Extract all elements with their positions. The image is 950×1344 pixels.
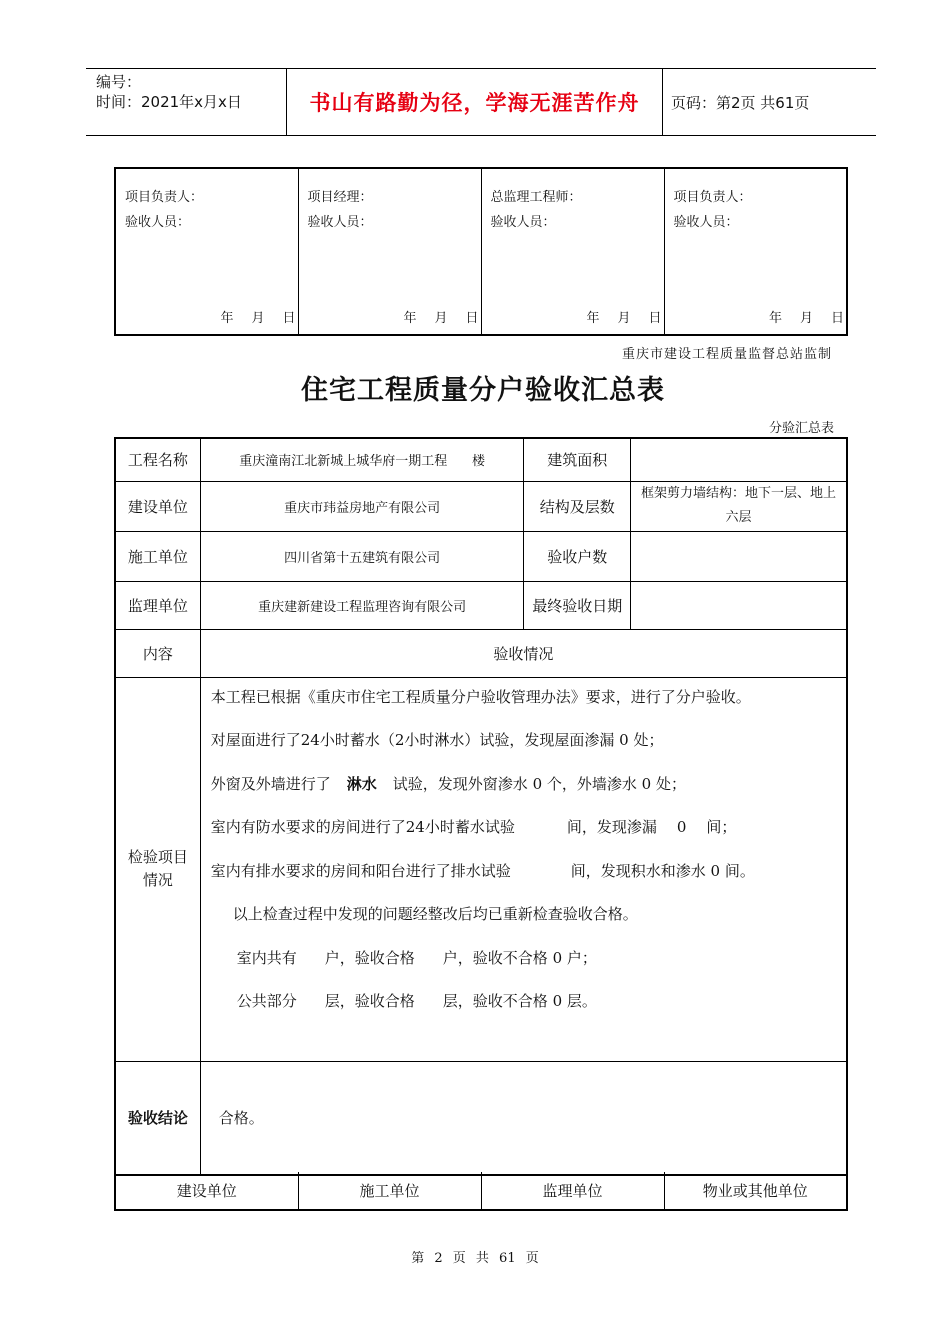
structure-value: 框架剪力墙结构：地下一层、地上六层 xyxy=(631,481,847,531)
inspection-line: 外窗及外墙进行了 淋水 试验，发现外窗渗水 0 个，外墙渗水 0 处； xyxy=(210,774,686,793)
content-header-label: 内容 xyxy=(115,629,200,677)
project-name-label: 工程名称 xyxy=(115,438,200,481)
project-name-value: 重庆潼南江北新城上城华府一期工程 楼 xyxy=(200,438,524,481)
time-label: 时间：2021年x月x日 xyxy=(96,93,242,111)
signature-role: 项目负责人： xyxy=(673,190,752,205)
inspection-line: 室内共有 户，验收合格 户，验收不合格 0 户； xyxy=(236,948,597,967)
summary-table xyxy=(114,437,848,1176)
inspection-content xyxy=(200,677,847,1061)
inspection-label: 检验项目情况 xyxy=(115,677,200,1061)
unit-header-builder: 建设单位 xyxy=(115,1172,298,1210)
inspection-line: 对屋面进行了24小时蓄水（2小时淋水）试验，发现屋面渗漏 0 处； xyxy=(210,731,664,749)
header-meta xyxy=(86,69,287,136)
signature-table-top xyxy=(114,167,848,336)
area-label: 建筑面积 xyxy=(524,438,631,481)
unit-header-supervisor: 监理单位 xyxy=(481,1172,664,1210)
inspection-line: 本工程已根据《重庆市住宅工程质量分户验收管理办法》要求，进行了分户验收。 xyxy=(210,687,751,706)
signature-cell xyxy=(664,168,847,335)
page-header xyxy=(86,68,876,136)
signature-date: 年 月 日 xyxy=(768,311,844,326)
header-motto: 书山有路勤为径，学海无涯苦作舟 xyxy=(287,69,663,136)
unit-header-contractor: 施工单位 xyxy=(298,1172,481,1210)
signature-role: 项目经理： xyxy=(307,190,373,205)
conclusion-value: 合格。 xyxy=(200,1061,847,1175)
page-footer: 第 2 页 共 61 页 xyxy=(411,1251,539,1266)
signature-cell xyxy=(298,168,481,335)
units-label: 验收户数 xyxy=(524,531,631,581)
signature-cell xyxy=(481,168,664,335)
signature-date: 年 月 日 xyxy=(220,311,296,326)
final-date-label: 最终验收日期 xyxy=(524,581,631,629)
signature-inspector: 验收人员： xyxy=(307,215,373,230)
unit-header-property: 物业或其他单位 xyxy=(664,1172,847,1210)
inspection-line: 公共部分 层，验收合格 层，验收不合格 0 层。 xyxy=(236,992,597,1010)
final-date-value xyxy=(631,581,847,629)
header-page-label: 页码：第2页 共61页 xyxy=(663,69,877,136)
page-title: 住宅工程质量分户验收汇总表 xyxy=(301,375,665,406)
builder-value: 重庆市玮益房地产有限公司 xyxy=(200,481,524,531)
conclusion-label: 验收结论 xyxy=(115,1061,200,1175)
bottom-units-table xyxy=(114,1172,848,1211)
inspection-line: 室内有防水要求的房间进行了24小时蓄水试验 间，发现渗漏 0 间； xyxy=(210,818,737,836)
signature-role: 总监理工程师： xyxy=(490,190,582,205)
issuer-note: 重庆市建设工程质量监督总站监制 xyxy=(621,347,832,362)
signature-inspector: 验收人员： xyxy=(125,215,191,230)
signature-role: 项目负责人： xyxy=(125,190,204,205)
number-label: 编号： xyxy=(96,73,142,91)
builder-label: 建设单位 xyxy=(115,481,200,531)
contractor-value: 四川省第十五建筑有限公司 xyxy=(200,531,524,581)
signature-date: 年 月 日 xyxy=(586,311,662,326)
structure-label: 结构及层数 xyxy=(524,481,631,531)
content-header-status: 验收情况 xyxy=(200,629,847,677)
signature-inspector: 验收人员： xyxy=(673,215,739,230)
units-value xyxy=(631,531,847,581)
area-value xyxy=(631,438,847,481)
signature-inspector: 验收人员： xyxy=(490,215,556,230)
supervisor-value: 重庆建新建设工程监理咨询有限公司 xyxy=(200,581,524,629)
form-subtitle: 分验汇总表 xyxy=(768,421,834,436)
inspection-line: 室内有排水要求的房间和阳台进行了排水试验 间，发现积水和渗水 0 间。 xyxy=(210,861,755,880)
signature-cell xyxy=(115,168,298,335)
inspection-line: 以上检查过程中发现的问题经整改后均已重新检查验收合格。 xyxy=(232,905,638,923)
contractor-label: 施工单位 xyxy=(115,531,200,581)
signature-date: 年 月 日 xyxy=(403,311,479,326)
supervisor-label: 监理单位 xyxy=(115,581,200,629)
